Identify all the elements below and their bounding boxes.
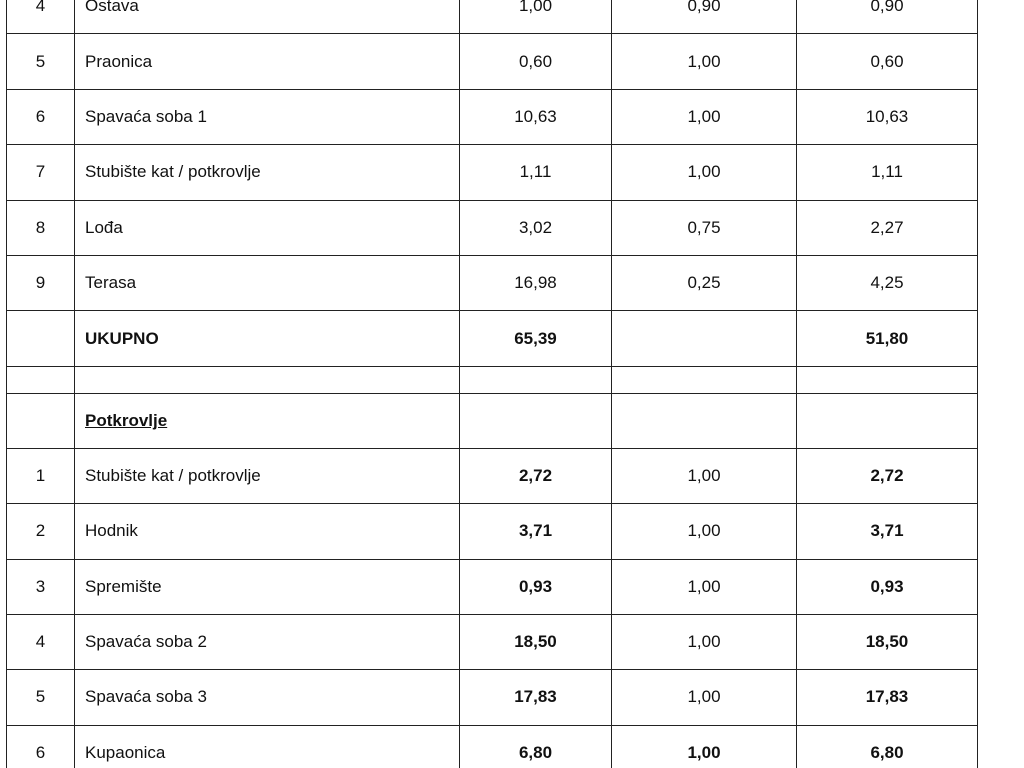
section-title: Potkrovlje — [85, 410, 168, 430]
table-row — [7, 255, 978, 310]
room-name: Stubište kat / potkrovlje — [75, 145, 460, 200]
room-net-area: 6,80 — [797, 725, 978, 768]
table-row — [7, 670, 978, 725]
room-coefficient: 1,00 — [612, 34, 797, 89]
room-net-area: 2,72 — [797, 448, 978, 503]
room-name: Spavaća soba 1 — [75, 89, 460, 144]
row-number: 4 — [7, 614, 75, 669]
room-area: 16,98 — [460, 255, 612, 310]
room-area: 17,83 — [460, 670, 612, 725]
room-name: Praonica — [75, 34, 460, 89]
room-area: 2,72 — [460, 448, 612, 503]
room-net-area: 2,27 — [797, 200, 978, 255]
total-row — [7, 311, 978, 366]
table-row — [7, 89, 978, 144]
row-number: 5 — [7, 670, 75, 725]
room-name: Stubište kat / potkrovlje — [75, 448, 460, 503]
room-name: Ostava — [75, 0, 460, 34]
heading-empty-cell — [460, 393, 612, 448]
row-number: 5 — [7, 34, 75, 89]
row-number: 4 — [7, 0, 75, 34]
row-number: 2 — [7, 504, 75, 559]
room-coefficient: 1,00 — [612, 614, 797, 669]
room-area: 0,93 — [460, 559, 612, 614]
room-net-area: 0,60 — [797, 34, 978, 89]
row-number: 8 — [7, 200, 75, 255]
table-row — [7, 0, 978, 34]
room-net-area: 17,83 — [797, 670, 978, 725]
room-coefficient: 0,25 — [612, 255, 797, 310]
room-name: Hodnik — [75, 504, 460, 559]
table-row — [7, 200, 978, 255]
section-heading-row — [7, 393, 978, 448]
total-coefficient-cell — [612, 311, 797, 366]
room-coefficient: 1,00 — [612, 559, 797, 614]
row-number: 3 — [7, 559, 75, 614]
table-row — [7, 725, 978, 768]
spacer-cell — [75, 366, 460, 393]
room-coefficient: 0,90 — [612, 0, 797, 34]
room-net-area: 1,11 — [797, 145, 978, 200]
room-name: Spavaća soba 3 — [75, 670, 460, 725]
room-net-area: 3,71 — [797, 504, 978, 559]
spacer-cell — [460, 366, 612, 393]
room-name: Spavaća soba 2 — [75, 614, 460, 669]
spacer-cell — [7, 366, 75, 393]
spacer-cell — [797, 366, 978, 393]
heading-empty-cell — [612, 393, 797, 448]
heading-empty-cell — [797, 393, 978, 448]
room-coefficient: 1,00 — [612, 725, 797, 768]
room-area: 18,50 — [460, 614, 612, 669]
room-name: Terasa — [75, 255, 460, 310]
room-net-area: 4,25 — [797, 255, 978, 310]
room-coefficient: 0,75 — [612, 200, 797, 255]
section-heading-cell — [75, 393, 460, 448]
room-net-area: 10,63 — [797, 89, 978, 144]
room-area: 1,00 — [460, 0, 612, 34]
row-number: 7 — [7, 145, 75, 200]
table-row — [7, 559, 978, 614]
room-area: 6,80 — [460, 725, 612, 768]
room-net-area: 18,50 — [797, 614, 978, 669]
table-row — [7, 614, 978, 669]
room-coefficient: 1,00 — [612, 504, 797, 559]
room-area: 1,11 — [460, 145, 612, 200]
row-number: 6 — [7, 89, 75, 144]
total-area: 65,39 — [460, 311, 612, 366]
room-coefficient: 1,00 — [612, 670, 797, 725]
row-number: 9 — [7, 255, 75, 310]
room-area: 0,60 — [460, 34, 612, 89]
room-area: 3,02 — [460, 200, 612, 255]
total-label: UKUPNO — [75, 311, 460, 366]
spacer-row — [7, 366, 978, 393]
table-row — [7, 448, 978, 503]
row-number: 6 — [7, 725, 75, 768]
document-page — [6, 0, 978, 768]
room-area: 10,63 — [460, 89, 612, 144]
row-number: 1 — [7, 448, 75, 503]
room-coefficient: 1,00 — [612, 448, 797, 503]
room-coefficient: 1,00 — [612, 89, 797, 144]
room-name: Spremište — [75, 559, 460, 614]
spacer-cell — [612, 366, 797, 393]
room-net-area: 0,90 — [797, 0, 978, 34]
total-number-cell — [7, 311, 75, 366]
area-table — [6, 0, 978, 768]
table-row — [7, 34, 978, 89]
room-area: 3,71 — [460, 504, 612, 559]
room-net-area: 0,93 — [797, 559, 978, 614]
room-coefficient: 1,00 — [612, 145, 797, 200]
table-row — [7, 145, 978, 200]
room-name: Lođa — [75, 200, 460, 255]
table-row — [7, 504, 978, 559]
heading-empty-cell — [7, 393, 75, 448]
total-net-area: 51,80 — [797, 311, 978, 366]
room-name: Kupaonica — [75, 725, 460, 768]
